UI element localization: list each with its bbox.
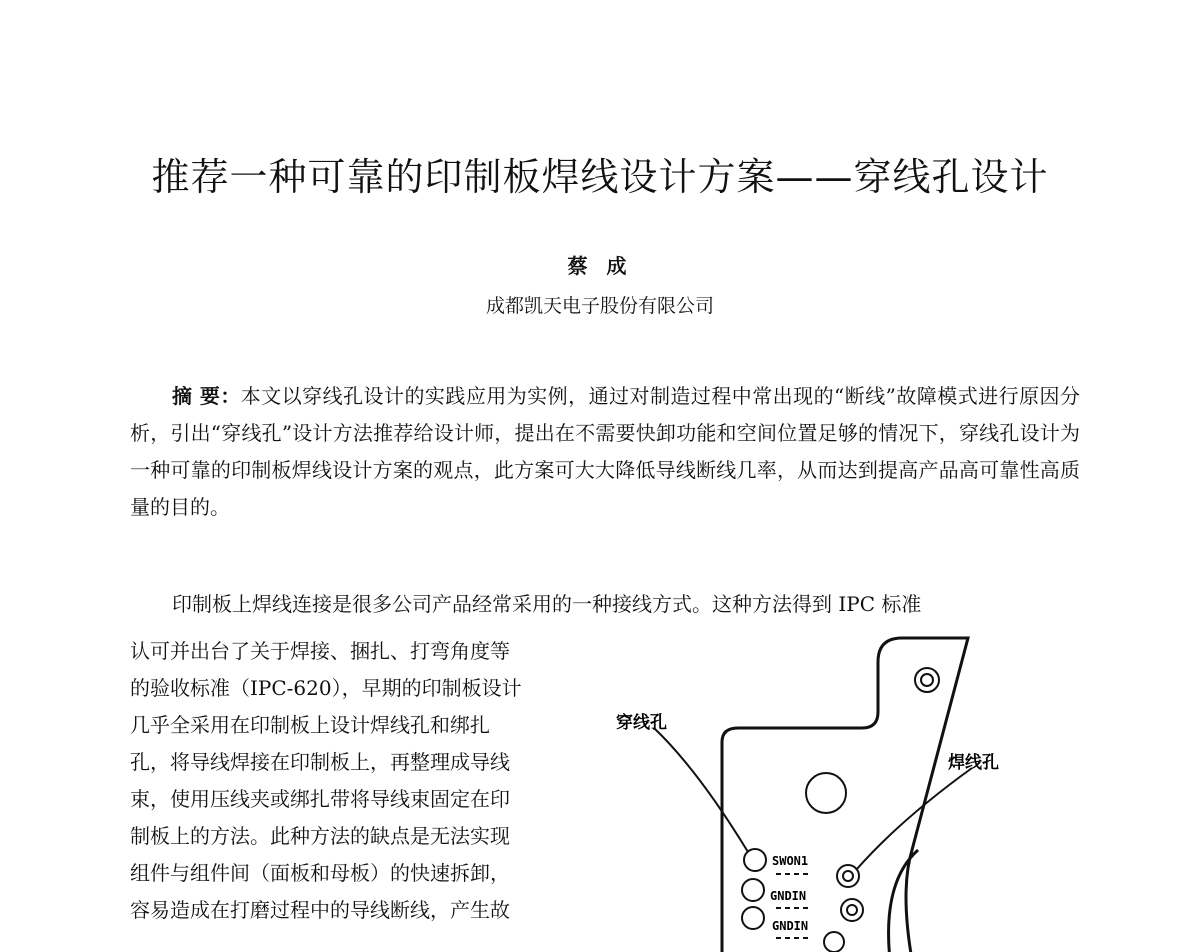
- solder-hole: [824, 932, 844, 952]
- solder-hole: [837, 865, 859, 887]
- pcb-right-edge: [889, 850, 918, 952]
- label-solder-hole: 焊线孔: [948, 753, 999, 773]
- mounting-hole-inner: [921, 674, 933, 686]
- label-through-hole: 穿线孔: [616, 713, 667, 733]
- author-name: 蔡 成: [567, 254, 633, 278]
- paper-title: 推荐一种可靠的印制板焊线设计方案——穿线孔设计: [151, 155, 1049, 199]
- body-line: 制板上的方法。此种方法的缺点是无法实现: [130, 824, 510, 848]
- body-line: 的验收标准（IPC-620），早期的印制板设计: [130, 676, 522, 700]
- body-line: 组件与组件间（面板和母板）的快速拆卸，: [130, 861, 510, 885]
- body-line: 认可并出台了关于焊接、捆扎、打弯角度等: [130, 639, 510, 663]
- leader-line-through-hole: [654, 728, 748, 852]
- affiliation: 成都凯天电子股份有限公司: [485, 295, 714, 317]
- solder-hole-inner: [843, 871, 853, 881]
- body-line: 孔，将导线焊接在印制板上，再整理成导线: [130, 750, 510, 774]
- large-hole: [806, 773, 846, 813]
- body-paragraph-lead: 印制板上焊线连接是很多公司产品经常采用的一种接线方式。这种方法得到 IPC 标准: [172, 592, 922, 616]
- solder-hole-inner: [847, 905, 857, 915]
- pin-label-swon1: SWON1: [772, 854, 809, 868]
- abstract-label: 摘 要：: [172, 384, 241, 408]
- through-hole: [742, 879, 764, 901]
- body-paragraph-column: [130, 633, 592, 929]
- abstract-text: 本文以穿线孔设计的实践应用为实例，通过对制造过程中常出现的“断线”故障模式进行原因分析，引出“穿线孔”设计方法推荐给设计师，提出在不需要快卸功能和空间位置足够的情况下，穿线孔设计为一种可靠的印制板焊线设计方案的观点，此方案可大大降低导线断线几率，从而达到提高产品高可靠性高质量的目的。: [130, 384, 1080, 519]
- solder-hole: [841, 899, 863, 921]
- body-line: 束，使用压线夹或绑扎带将导线束固定在印: [130, 787, 510, 811]
- pin-label-gndin-1: GNDIN: [770, 889, 807, 903]
- abstract: [130, 378, 1080, 526]
- body-line: 几乎全采用在印制板上设计焊线孔和绑扎: [130, 713, 490, 737]
- body-line: 容易造成在打磨过程中的导线断线，产生故: [130, 898, 510, 922]
- pcb-figure: [600, 620, 1000, 952]
- through-hole: [742, 907, 764, 929]
- pin-label-gndin-2: GNDIN: [772, 919, 809, 933]
- mounting-hole: [915, 668, 939, 692]
